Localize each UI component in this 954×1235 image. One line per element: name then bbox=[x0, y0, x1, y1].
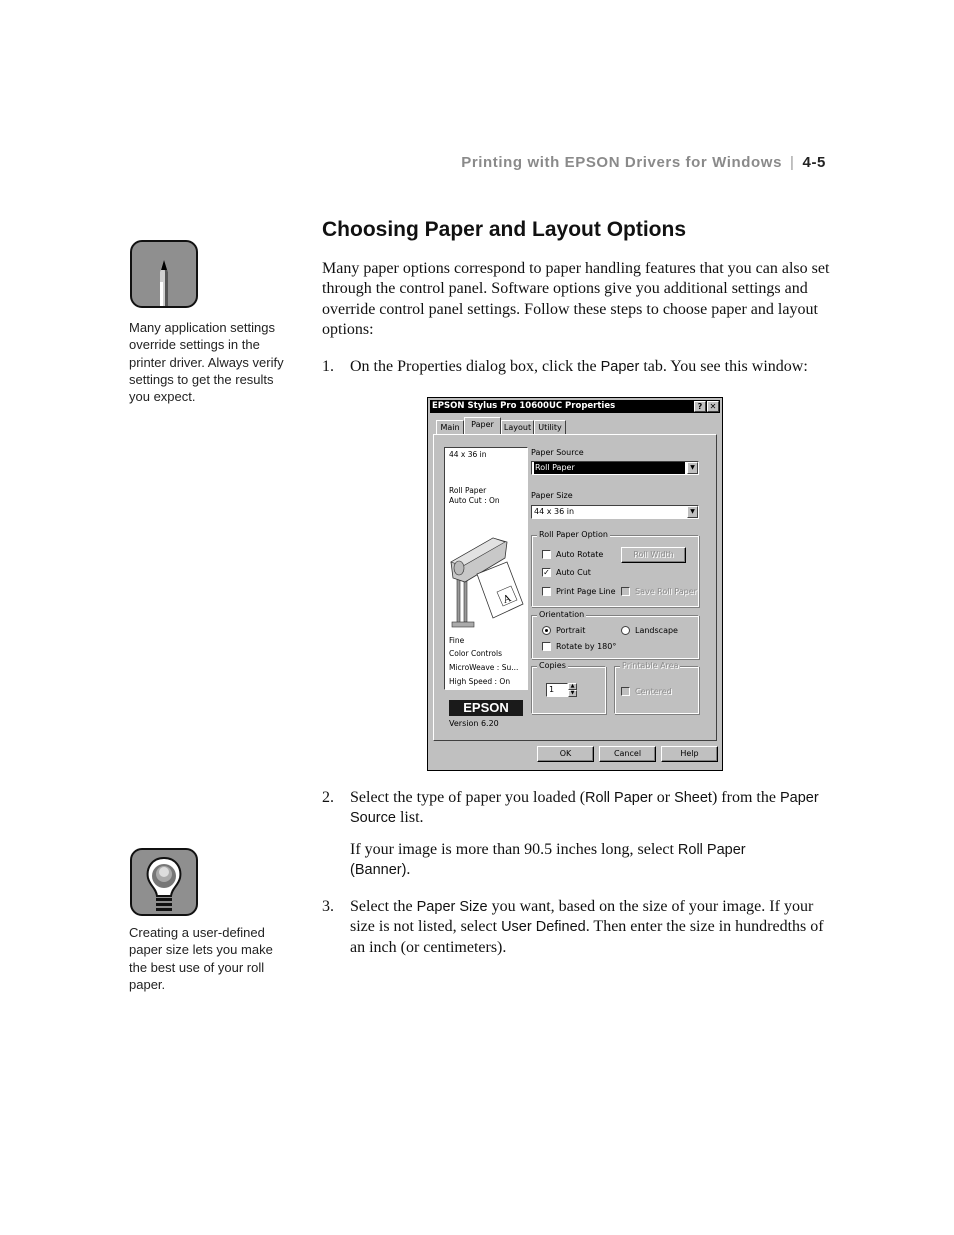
print-page-line-checkbox[interactable] bbox=[542, 587, 551, 596]
portrait-label: Portrait bbox=[556, 626, 586, 635]
rotate-180-checkbox[interactable] bbox=[542, 642, 551, 651]
step-number: 1. bbox=[322, 358, 334, 375]
ui-term-user-defined: User Defined bbox=[501, 919, 586, 936]
group-label: Orientation bbox=[539, 610, 585, 619]
step-text: tab. You see this window: bbox=[639, 358, 808, 375]
auto-cut-label: Auto Cut bbox=[556, 568, 591, 577]
step-text: . Then enter the size in hundredths of an inch (or centimeters). bbox=[350, 918, 824, 956]
note-text: If your image is more than 90.5 inches long, select bbox=[350, 841, 678, 858]
spin-up-icon[interactable]: ▲ bbox=[568, 683, 577, 690]
step-text: Select the type of paper you loaded ( bbox=[350, 789, 586, 806]
step-text: ) from the bbox=[711, 789, 780, 806]
dialog-title: EPSON Stylus Pro 10600UC Properties bbox=[432, 401, 616, 411]
header-separator: | bbox=[790, 154, 795, 171]
group-label: Printable Area bbox=[622, 661, 679, 670]
preview-autocut: Auto Cut : On bbox=[449, 496, 500, 505]
ui-term-paper-source: Paper Source bbox=[350, 790, 819, 827]
preview-color: Color Controls bbox=[449, 649, 502, 658]
group-label: Roll Paper Option bbox=[539, 530, 608, 539]
paper-source-value: Roll Paper bbox=[534, 462, 685, 474]
ui-term-roll-paper-banner: Roll Paper (Banner) bbox=[350, 842, 746, 879]
copies-input[interactable]: 1 bbox=[546, 683, 568, 697]
paper-source-label: Paper Source bbox=[531, 448, 584, 457]
print-page-line-label: Print Page Line bbox=[556, 587, 616, 596]
tab-paper[interactable]: Paper bbox=[464, 417, 501, 434]
section-title: Printing with EPSON Drivers for Windows bbox=[461, 154, 783, 171]
help-button[interactable]: Help bbox=[661, 746, 718, 762]
intro-paragraph: Many paper options correspond to paper handling features that you can also set through the control panel. Software options give you additional settings and override control panel settings. Follow these steps to choose paper and layout options: bbox=[322, 260, 830, 338]
save-roll-paper-checkbox[interactable] bbox=[621, 587, 630, 596]
preview-size: 44 x 36 in bbox=[449, 450, 487, 459]
ui-term-paper-size: Paper Size bbox=[416, 899, 488, 915]
step-number: 2. bbox=[322, 789, 334, 806]
chevron-down-icon[interactable]: ▼ bbox=[687, 462, 698, 474]
roll-width-button[interactable]: Roll Width bbox=[621, 547, 686, 563]
help-title-button[interactable]: ? bbox=[694, 401, 706, 412]
preview-microweave: MicroWeave : Su... bbox=[449, 663, 519, 672]
preview-source: Roll Paper bbox=[449, 486, 487, 495]
centered-label: Centered bbox=[635, 687, 672, 696]
landscape-label: Landscape bbox=[635, 626, 678, 635]
printer-illustration-icon bbox=[447, 534, 527, 634]
step-3 bbox=[322, 897, 832, 958]
step-1 bbox=[322, 357, 832, 377]
copies-group bbox=[531, 661, 606, 714]
preview-highspeed: High Speed : On bbox=[449, 677, 511, 686]
orientation-group bbox=[531, 610, 699, 659]
spin-down-icon[interactable]: ▼ bbox=[568, 690, 577, 697]
step-2 bbox=[322, 788, 832, 829]
paper-size-value: 44 x 36 in bbox=[534, 507, 575, 516]
sidebar-note-settings: Many application settings override settings in the printer driver. Always verify settings to get the results you expect. bbox=[129, 320, 284, 405]
tab-main[interactable]: Main bbox=[436, 420, 464, 434]
step-text: or bbox=[652, 789, 675, 806]
svg-text:A: A bbox=[501, 593, 513, 606]
ui-term-paper: Paper bbox=[600, 359, 640, 375]
rotate-180-label: Rotate by 180° bbox=[556, 642, 617, 651]
cancel-button[interactable]: Cancel bbox=[599, 746, 656, 762]
properties-dialog bbox=[427, 397, 723, 771]
centered-checkbox[interactable] bbox=[621, 687, 630, 696]
pencil-icon bbox=[130, 240, 198, 308]
preview-quality: Fine bbox=[449, 636, 465, 645]
printable-area-group bbox=[614, 661, 699, 714]
sidebar-note-user-defined: Creating a user-defined paper size lets you make the best use of your roll paper. bbox=[129, 925, 273, 992]
step-text: On the Properties dialog box, click the bbox=[350, 358, 601, 375]
page-number: 4-5 bbox=[802, 154, 826, 171]
settings-preview bbox=[444, 447, 528, 690]
tab-utility[interactable]: Utility bbox=[534, 420, 566, 434]
dialog-titlebar bbox=[430, 400, 720, 413]
chevron-down-icon[interactable]: ▼ bbox=[687, 506, 698, 518]
paper-source-select[interactable] bbox=[531, 461, 699, 475]
note-text: . bbox=[406, 861, 411, 879]
step-number: 3. bbox=[322, 898, 334, 915]
step-text: list. bbox=[395, 809, 424, 827]
tab-layout[interactable]: Layout bbox=[501, 420, 534, 434]
auto-rotate-label: Auto Rotate bbox=[556, 550, 604, 559]
lightbulb-icon bbox=[130, 848, 198, 916]
landscape-radio[interactable] bbox=[621, 626, 630, 635]
section-heading: Choosing Paper and Layout Options bbox=[322, 218, 687, 241]
step-2-note bbox=[322, 840, 832, 881]
roll-paper-option-group bbox=[531, 530, 699, 607]
step-text: Select the bbox=[350, 898, 417, 915]
step-text: you want, based on the size of your image. If your size is not listed, select bbox=[350, 898, 814, 936]
ok-button[interactable]: OK bbox=[537, 746, 594, 762]
group-label: Copies bbox=[539, 661, 566, 670]
auto-rotate-checkbox[interactable] bbox=[542, 550, 551, 559]
running-header bbox=[0, 154, 826, 171]
ui-term-sheet: Sheet bbox=[674, 790, 712, 806]
auto-cut-checkbox[interactable]: ✓ bbox=[543, 568, 550, 577]
paper-size-label: Paper Size bbox=[531, 491, 573, 500]
ui-term-roll-paper: Roll Paper bbox=[585, 790, 653, 806]
save-roll-paper-label: Save Roll Paper bbox=[635, 587, 697, 596]
paper-tab-panel bbox=[433, 434, 717, 741]
close-icon[interactable]: ✕ bbox=[707, 401, 719, 412]
driver-version: Version 6.20 bbox=[449, 719, 499, 728]
paper-size-select[interactable] bbox=[531, 505, 699, 519]
portrait-radio[interactable] bbox=[542, 626, 551, 635]
epson-logo: EPSON bbox=[449, 700, 523, 716]
